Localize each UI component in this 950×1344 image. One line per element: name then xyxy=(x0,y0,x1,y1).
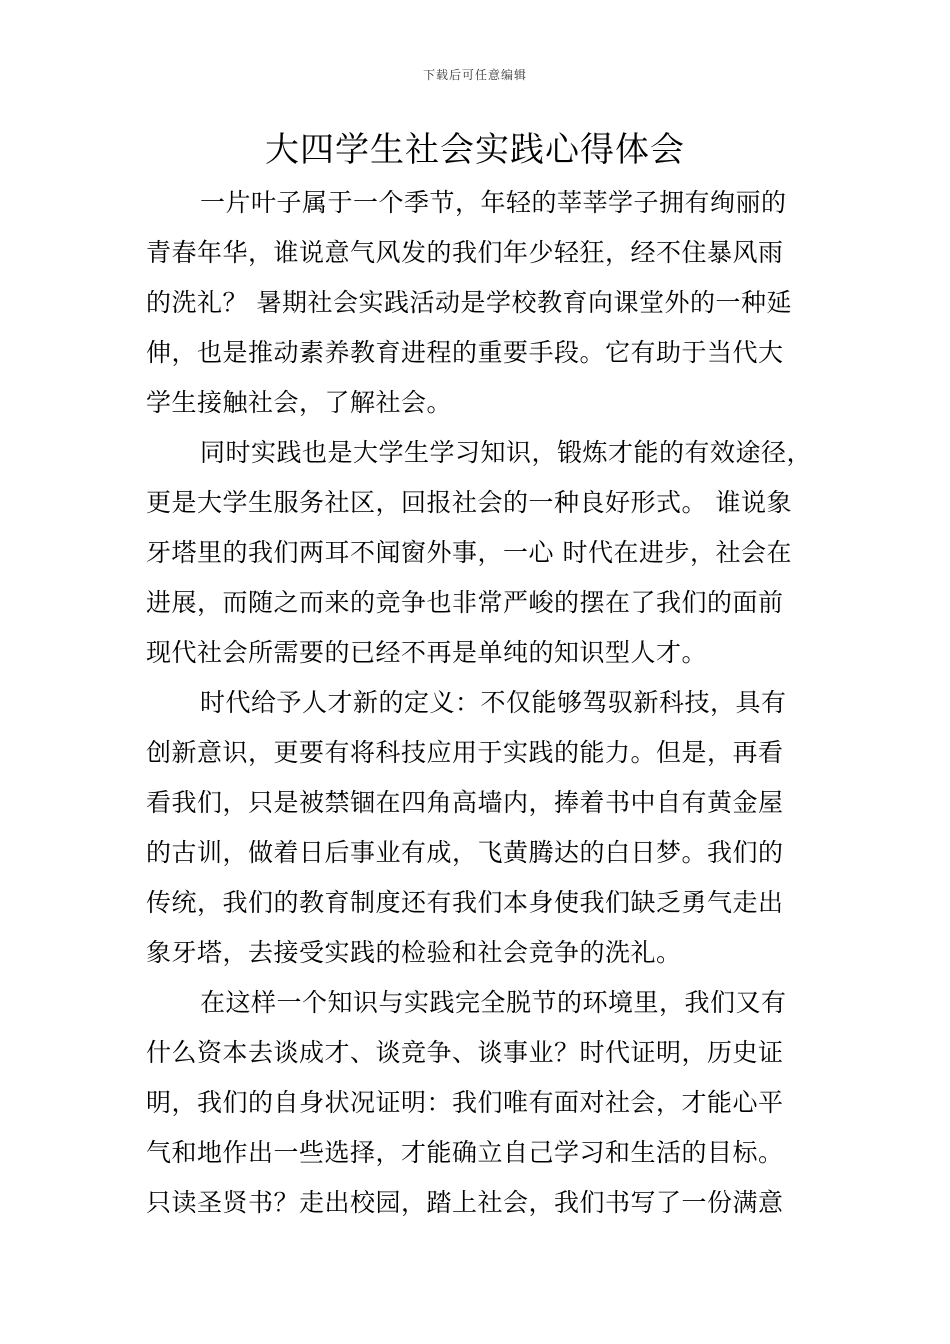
text-line: 伸，也是推动素养教育进程的重要手段。它有助于当代大 xyxy=(146,338,784,367)
text-line: 传统，我们的教育制度还有我们本身使我们缺乏勇气走出 xyxy=(146,888,784,917)
text-line: 同时实践也是大学生学习知识，锻炼才能的有效途径， xyxy=(200,438,813,467)
text-line: 牙塔里的我们两耳不闻窗外事，一心 时代在进步，社会在 xyxy=(146,538,792,567)
text-line: 一片叶子属于一个季节，年轻的莘莘学子拥有绚丽的 xyxy=(200,188,787,217)
header-note: 下载后可任意编辑 xyxy=(422,68,527,82)
text-line: 创新意识，更要有将科技应用于实践的能力。但是，再看 xyxy=(146,738,784,767)
text-line: 现代社会所需要的已经不再是单纯的知识型人才。 xyxy=(146,638,708,667)
text-line: 气和地作出一些选择，才能确立自己学习和生活的目标。 xyxy=(146,1138,784,1167)
document-title: 大四学生社会实践心得体会 xyxy=(265,130,685,170)
text-line: 什么资本去谈成才、谈竞争、谈事业？时代证明，历史证 xyxy=(146,1038,784,1067)
text-line: 的洗礼？ 暑期社会实践活动是学校教育向课堂外的一种延 xyxy=(146,288,792,317)
text-line: 进展，而随之而来的竞争也非常严峻的摆在了我们的面前 xyxy=(146,588,784,617)
text-line: 在这样一个知识与实践完全脱节的环境里，我们又有 xyxy=(200,988,787,1017)
text-line: 象牙塔，去接受实践的检验和社会竞争的洗礼。 xyxy=(146,938,682,967)
text-line: 青春年华，谁说意气风发的我们年少轻狂，经不住暴风雨 xyxy=(146,238,784,267)
text-line: 明，我们的自身状况证明：我们唯有面对社会，才能心平 xyxy=(146,1088,784,1117)
text-line: 看我们，只是被禁锢在四角高墙内，捧着书中自有黄金屋 xyxy=(146,788,784,817)
text-line: 学生接触社会，了解社会。 xyxy=(146,388,453,417)
text-line: 只读圣贤书？走出校园，踏上社会，我们书写了一份满意 xyxy=(146,1188,784,1217)
text-line: 时代给予人才新的定义：不仅能够驾驭新科技，具有 xyxy=(200,688,787,717)
document-body xyxy=(146,178,826,1228)
text-line: 的古训，做着日后事业有成，飞黄腾达的白日梦。我们的 xyxy=(146,838,784,867)
text-line: 更是大学生服务社区，回报社会的一种良好形式。 谁说象 xyxy=(146,488,792,517)
